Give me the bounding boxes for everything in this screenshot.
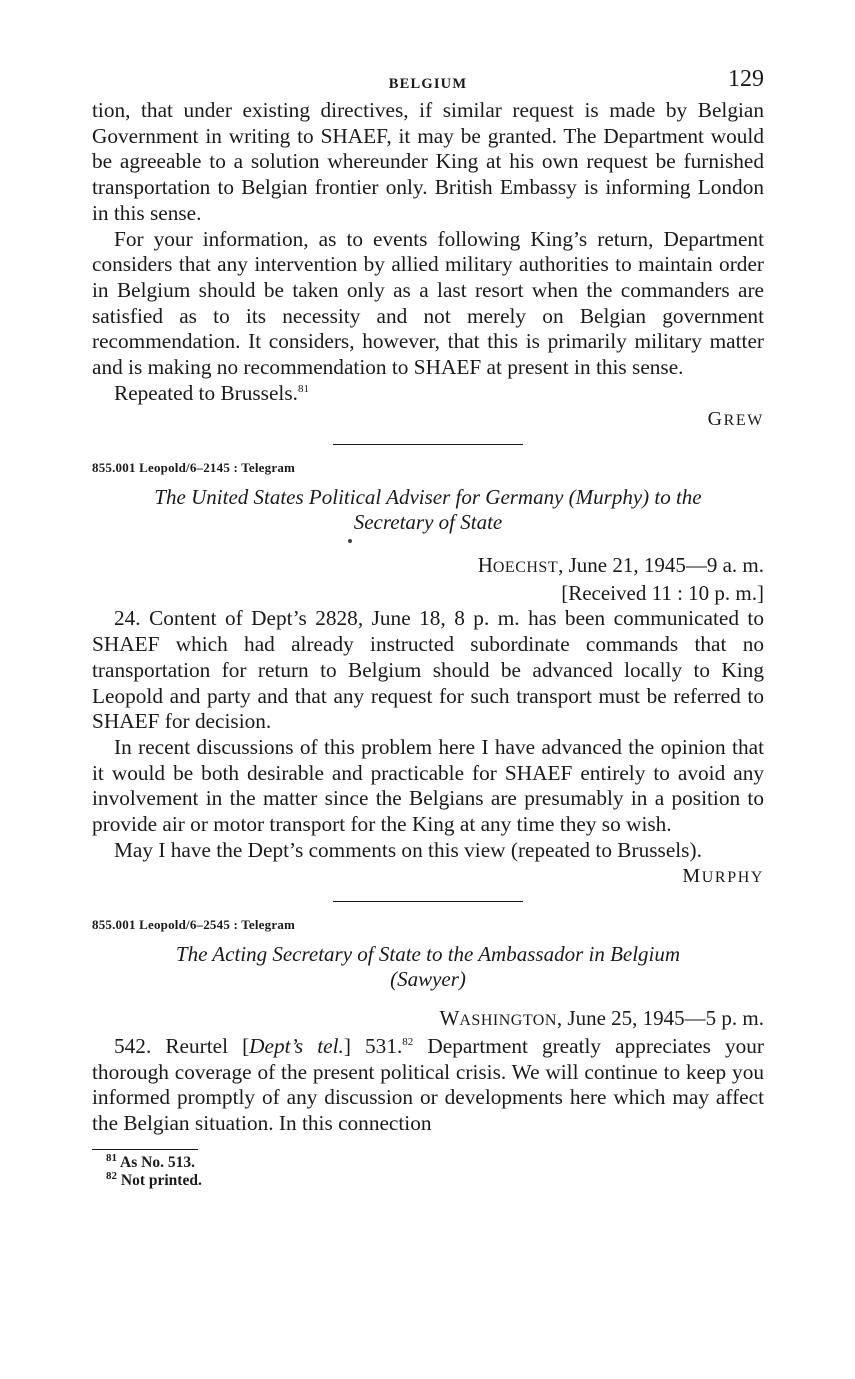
doc2-file-reference: 855.001 Leopold/6–2145 : Telegram [92, 460, 296, 476]
doc2-dateline [92, 553, 764, 581]
doc2-title-line-2: Secretary of State [353, 510, 503, 535]
doc1-paragraph-2: For your information, as to events following King’s return, Department considers that any intervention by allied military authorities to maintain order in Belgium should be taken only as a last resort when the commanders are satisfied as to its necessity and not merely on Belgian government recommendation. It considers, however, that this is primarily military matter and is making no recommendation to SHAEF at present in this sense. [92, 226, 764, 380]
doc3-title-line-2: (Sawyer) [390, 967, 466, 992]
doc3-date: , June 25, 1945—5 p. m. [556, 1006, 764, 1031]
footnote-81 [106, 1151, 764, 1172]
page-number: 129 [728, 66, 764, 92]
doc3-place-rest: ASHINGTON [459, 1012, 557, 1030]
doc3-place-initial: W [439, 1006, 460, 1031]
footnote-ref-81: 81 [297, 382, 309, 395]
doc2-date: , June 21, 1945—9 a. m. [558, 553, 764, 578]
footnote-82 [106, 1169, 764, 1190]
doc2-signature [92, 865, 764, 889]
footnote-ref-82: 82 [402, 1035, 414, 1048]
footnote-mark: 82 [106, 1169, 117, 1182]
doc1-signature-rest: REW [723, 412, 764, 430]
doc2-paragraph-2: In recent discussions of this problem here I have advanced the opinion that it would be both desirable and practicable for SHAEF entirely to avoid any involvement in the matter since the Belgians are presumably in a position to provide air or motor transport for the King at any time they so wish. [92, 734, 764, 837]
doc1-paragraph-1: tion, that under existing directives, if similar request is made by Belgian Government in writing to SHAEF, it may be granted. The Department would be agreeable to a solution whereunder King at his own request be furnished transportation to Belgian frontier only. British Embassy is informing London in this sense. [92, 98, 764, 225]
document-page [92, 62, 764, 1190]
doc2-signature-initial: M [682, 865, 702, 888]
ink-speck [348, 539, 352, 543]
doc3-title [92, 942, 764, 992]
doc3-p1-rest: Department greatly appreciates your thorough coverage of the present political crisis. We will continue to keep you informed promptly of any discussion or developments here which may affect the Belgian situation. In this connection [92, 1033, 764, 1136]
footnote-mark: 81 [106, 1151, 117, 1164]
doc2-title-line-1: The United States Political Adviser for Germany (Murphy) to the [154, 485, 702, 510]
doc2-paragraph-1: 24. Content of Dept’s 2828, June 18, 8 p. m. has been communicated to SHAEF which had already instructed subordinate commands that no transportation for return to Belgium should be advanced locally to King Leopold and party and that any request for such transport must be referred to SHAEF for decision. [92, 606, 764, 734]
doc2-place-rest: OECHST [492, 559, 559, 577]
doc2-received: [Received 11 : 10 p. m.] [561, 580, 764, 605]
footnote-rule [92, 1149, 198, 1150]
doc2-signature-rest: URPHY [701, 869, 764, 887]
doc3-title-line-1: The Acting Secretary of State to the Ambassador in Belgium [175, 942, 681, 967]
doc1-paragraph-3 [92, 381, 764, 407]
doc3-p1-bracket-italic: Dept’s tel. [249, 1033, 344, 1058]
doc2-place-initial: H [477, 553, 493, 578]
doc3-file-reference: 855.001 Leopold/6–2545 : Telegram [92, 917, 296, 933]
doc1-signature-initial: G [707, 408, 724, 431]
doc3-p1-after-bracket: ] 531. [343, 1033, 403, 1058]
doc1-repeated-text: Repeated to Brussels. [114, 380, 298, 405]
ink-speck-row [92, 535, 764, 553]
footnote-text: Not printed. [120, 1171, 202, 1189]
doc1-signature [92, 408, 764, 432]
section-divider-1 [333, 444, 523, 445]
doc3-paragraph-1 [92, 1034, 764, 1137]
running-title: BELGIUM [388, 76, 468, 92]
doc2-title [92, 485, 764, 535]
section-divider-2 [333, 901, 523, 902]
footnotes [92, 1151, 764, 1190]
footnote-text: As No. 513. [120, 1153, 195, 1171]
doc3-p1-start: 542. Reurtel [ [114, 1033, 250, 1058]
running-head [92, 62, 764, 98]
doc3-dateline [92, 1006, 764, 1034]
doc2-paragraph-3: May I have the Dept’s comments on this view (repeated to Brussels). [114, 837, 702, 862]
